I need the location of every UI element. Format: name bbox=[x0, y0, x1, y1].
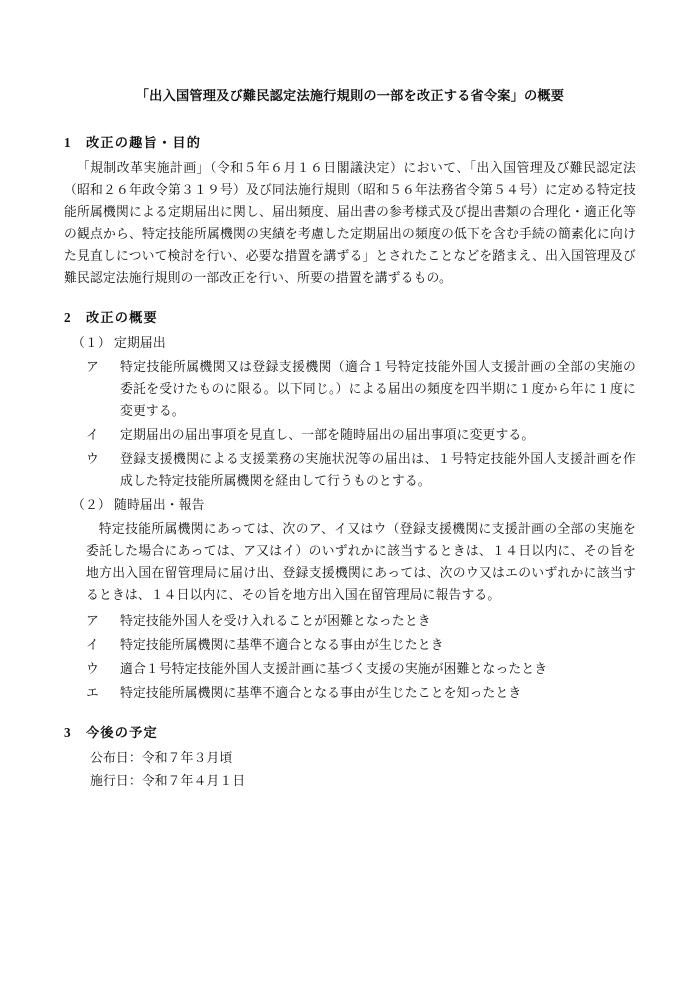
schedule-promulgation-date: 公布日：令和７年３月頃 bbox=[90, 751, 233, 766]
spacer bbox=[64, 706, 636, 722]
list-item bbox=[64, 682, 636, 704]
item-text: 定期届出の届出事項を見直し、一部を随時届出の届出事項に変更する。 bbox=[120, 428, 535, 443]
section-1-paragraph: 「規制改革実施計画」（令和５年６月１６日閣議決定）において、「出入国管理及び難民認定法（昭和２６年政令第３１９号）及び同法施行規則（昭和５６年法務省令第５４号）に定める特定技能所属機関による定期届出に関し、届出頻度、届出書の参考様式及び提出書類の合理化・適正化等の観点から、特定技能所属機関の実績を考慮した定期届出の頻度の低下を含む手続の簡素化に向けた見直しについて検討を行い、必要な措置を講ずる」とされたことなどを踏まえ、出入国管理及び難民認定法施行規則の一部改正を行い、所要の措置を講ずるもの。 bbox=[64, 160, 636, 285]
item-text: 特定技能所属機関又は登録支援機関（適合１号特定技能外国人支援計画の全部の実施の委託を受けたものに限る。以下同じ。）による届出の頻度を四半期に１度から年に１度に変更する。 bbox=[120, 360, 636, 419]
section-1 bbox=[64, 132, 636, 289]
group-2-label: （２） bbox=[72, 498, 111, 513]
item-label: イ bbox=[86, 638, 99, 653]
page-title: 「出入国管理及び難民認定法施行規則の一部を改正する省令案」の概要 bbox=[135, 88, 565, 103]
list-item bbox=[64, 610, 636, 632]
item-label: エ bbox=[86, 686, 99, 701]
list-item bbox=[64, 424, 636, 446]
group-1-title: 定期届出 bbox=[114, 336, 166, 351]
section-2 bbox=[64, 307, 636, 704]
item-label: ア bbox=[86, 614, 99, 629]
group-1-label: （１） bbox=[72, 336, 111, 351]
spacer bbox=[64, 297, 636, 307]
item-text: 特定技能所属機関に基準不適合となる事由が生じたことを知ったとき bbox=[120, 686, 522, 701]
section-3-title: 今後の予定 bbox=[86, 725, 158, 741]
list-item bbox=[64, 634, 636, 656]
group-2-title: 随時届出・報告 bbox=[114, 498, 205, 513]
section-3-number: 3 bbox=[64, 725, 71, 741]
group-1-heading bbox=[64, 332, 636, 354]
section-2-heading bbox=[64, 307, 636, 328]
schedule-effective-date: 施行日：令和７年４月１日 bbox=[90, 773, 246, 788]
item-label: ウ bbox=[86, 662, 99, 677]
section-1-number: 1 bbox=[64, 134, 71, 150]
section-1-title: 改正の趣旨・目的 bbox=[86, 134, 202, 150]
list-item bbox=[64, 658, 636, 680]
group-2-heading bbox=[64, 494, 636, 516]
item-text: 特定技能外国人を受け入れることが困難となったとき bbox=[120, 614, 431, 629]
group-2-lead-paragraph: 特定技能所属機関にあっては、次のア、イ又はウ（登録支援機関に支援計画の全部の実施を委託した場合にあっては、ア又はイ）のいずれかに該当するときは、１４日以内に、その旨を地方出入国在留管理局に届け出、登録支援機関にあっては、次のウ又はエのいずれかに該当するときは、１４日以内に、その旨を地方出入国在留管理局に報告する。 bbox=[86, 522, 636, 603]
item-label: ウ bbox=[86, 452, 99, 467]
item-text: 適合１号特定技能外国人支援計画に基づく支援の実施が困難となったとき bbox=[120, 662, 548, 677]
section-3-heading bbox=[64, 722, 636, 743]
item-label: ア bbox=[86, 360, 99, 375]
list-item bbox=[64, 356, 636, 422]
item-text: 特定技能所属機関に基準不適合となる事由が生じたとき bbox=[120, 638, 444, 653]
item-label: イ bbox=[86, 428, 99, 443]
list-item bbox=[64, 448, 636, 492]
item-text: 登録支援機関による支援業務の実施状況等の届出は、１号特定技能外国人支援計画を作成した特定技能所属機関を経由して行うものとする。 bbox=[120, 452, 636, 489]
section-2-number: 2 bbox=[64, 309, 71, 325]
section-3 bbox=[64, 722, 636, 793]
section-2-title: 改正の概要 bbox=[86, 309, 158, 325]
section-1-heading bbox=[64, 132, 636, 153]
